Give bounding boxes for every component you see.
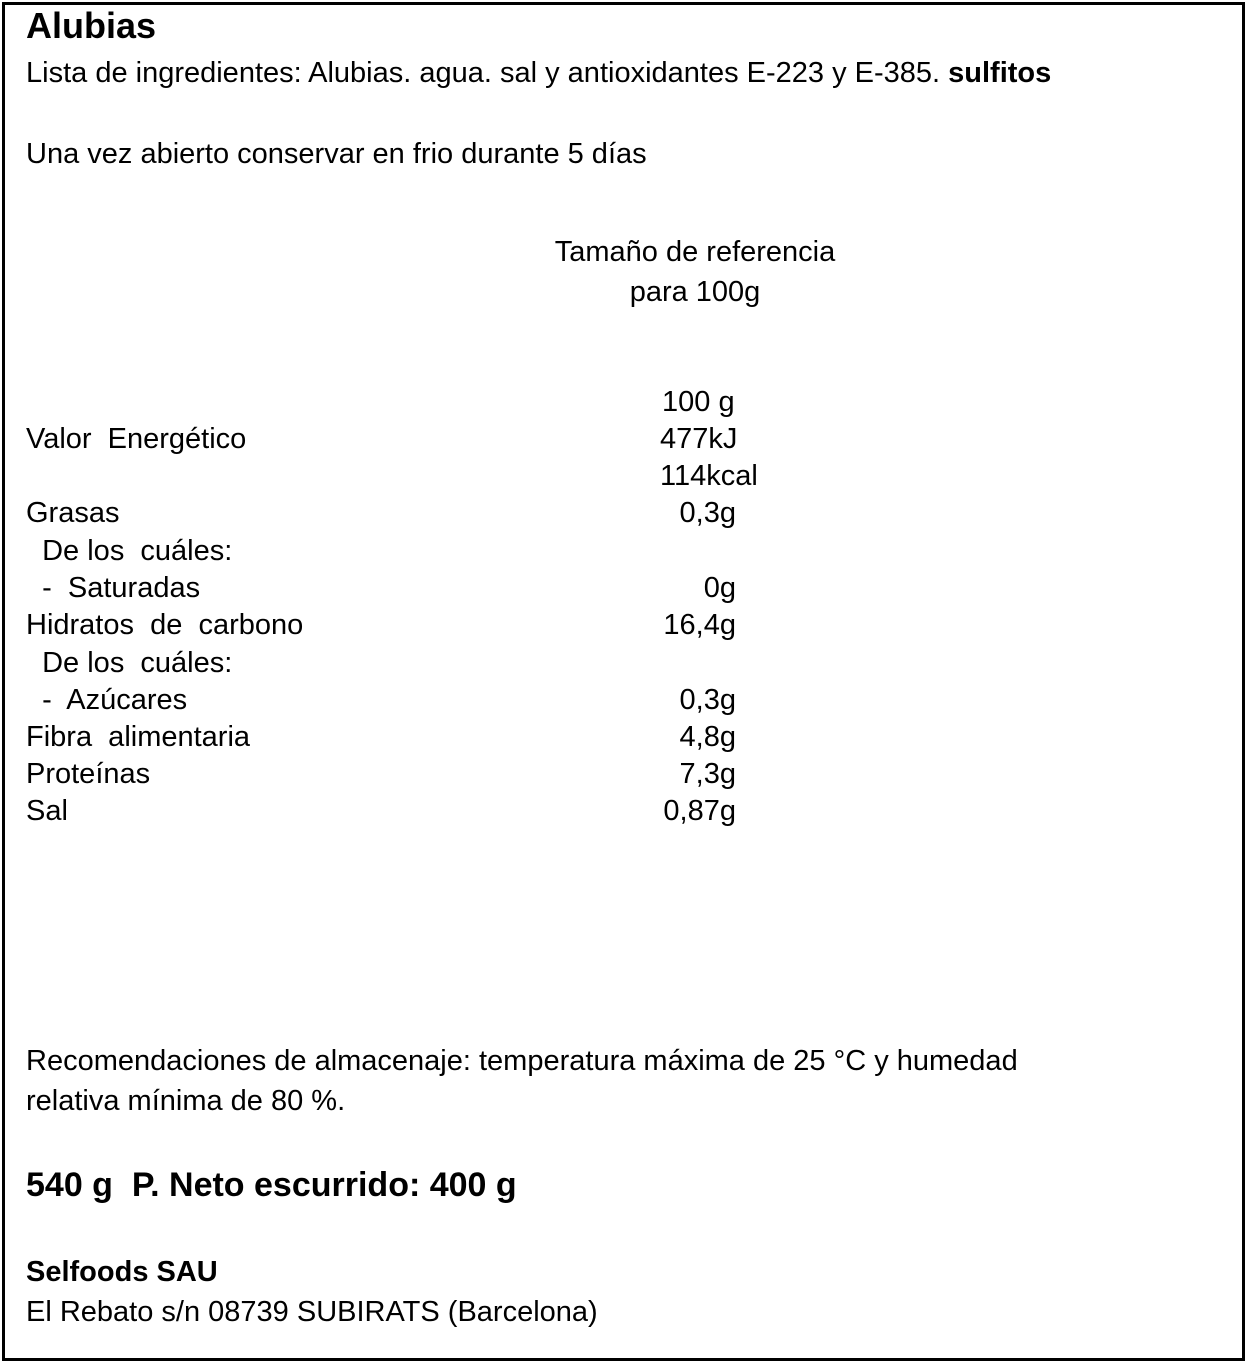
company-address: El Rebato s/n 08739 SUBIRATS (Barcelona) (26, 1296, 598, 1328)
ingredients-list (26, 56, 1051, 90)
storage-note: Una vez abierto conservar en frio durante 5 días (26, 138, 647, 170)
nutrition-label-saturadas: - Saturadas (26, 572, 201, 604)
nutrition-label-hidratos: Hidratos de carbono (26, 609, 304, 641)
nutrition-value-energy-kcal: 114kcal (660, 460, 758, 492)
company-name: Selfoods SAU (26, 1256, 218, 1288)
nutrition-value-sal: 0,87g (663, 795, 736, 827)
product-name: Alubias (26, 5, 157, 46)
reference-size-line2: para 100g (629, 276, 761, 308)
nutrition-value-azucares: 0,3g (679, 684, 736, 716)
nutrition-value-hidratos: 16,4g (663, 609, 736, 641)
nutrition-label-sal: Sal (26, 795, 68, 827)
label-frame (2, 2, 1245, 1361)
nutrition-label-fibra: Fibra alimentaria (26, 721, 251, 753)
nutrition-column-header: 100 g (662, 386, 735, 418)
nutrition-value-saturadas: 0g (703, 572, 736, 604)
storage-recommendation-line2: relativa mínima de 80 %. (26, 1085, 346, 1117)
ingredients-text: Lista de ingredientes: Alubias. agua. sal y antioxidantes E-223 y E-385. (26, 57, 949, 89)
nutrition-sublabel-grasas: De los cuáles: (26, 535, 233, 567)
nutrition-label-azucares: - Azúcares (26, 684, 188, 716)
nutrition-value-grasas: 0,3g (679, 497, 736, 529)
nutrition-sublabel-hidratos: De los cuáles: (26, 647, 233, 679)
nutrition-label-grasas: Grasas (26, 497, 120, 529)
nutrition-value-fibra: 4,8g (679, 721, 736, 753)
nutrition-label-proteinas: Proteínas (26, 758, 151, 790)
nutrition-label-energy: Valor Energético (26, 423, 247, 455)
allergen-sulfitos: sulfitos (948, 57, 1052, 89)
nutrition-value-energy-kj: 477kJ (660, 423, 738, 455)
net-weight: 540 g P. Neto escurrido: 400 g (26, 1166, 517, 1204)
nutrition-value-proteinas: 7,3g (679, 758, 736, 790)
storage-recommendation-line1: Recomendaciones de almacenaje: temperatura máxima de 25 °C y humedad (26, 1045, 1018, 1077)
reference-size-line1: Tamaño de referencia (554, 236, 836, 268)
